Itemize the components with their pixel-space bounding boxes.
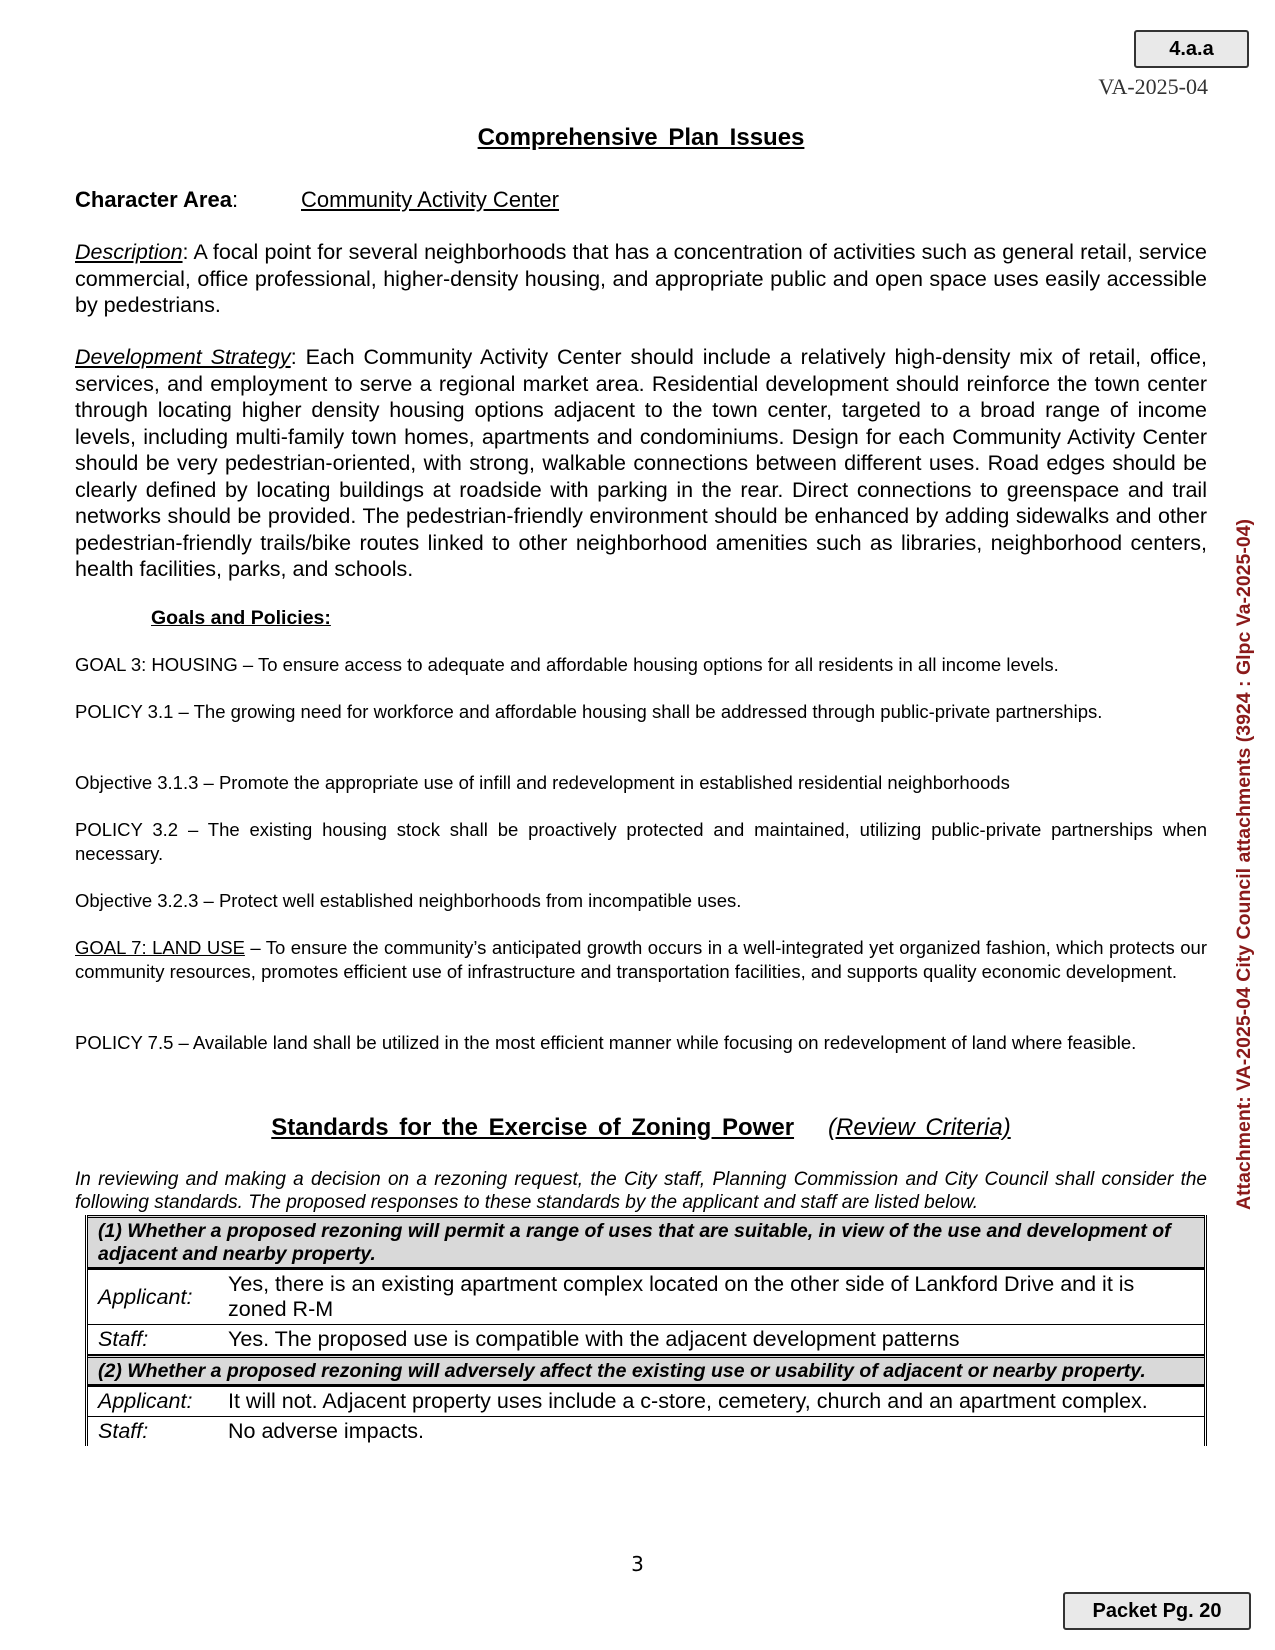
objective-3-2-3: Objective 3.2.3 – Protect well established neighborhoods from incompatible uses. — [75, 890, 742, 911]
development-strategy-paragraph — [75, 344, 1207, 583]
description-paragraph — [75, 239, 1207, 319]
applicant-label: Applicant: — [98, 1389, 193, 1413]
criterion-1-heading: (1) Whether a proposed rezoning will permit a range of uses that are suitable, in view of the use and development of adjacent and nearby property. — [88, 1215, 1204, 1270]
applicant-label: Applicant: — [98, 1284, 193, 1309]
development-strategy-label: Development Strategy — [75, 345, 291, 369]
standards-intro: In reviewing and making a decision on a rezoning request, the City staff, Planning Commission and City Council shall consider the following standards. The proposed responses to these standards by the applicant and staff are listed below. — [75, 1169, 1207, 1213]
criterion-1-staff-response: Yes. The proposed use is compatible with the adjacent development patterns — [228, 1327, 960, 1351]
policy-7-5: POLICY 7.5 – Available land shall be utilized in the most efficient manner while focusing on redevelopment of land where feasible. — [75, 1032, 1137, 1053]
document-number: VA-2025-04 — [1098, 74, 1208, 99]
development-strategy-text: : Each Community Activity Center should include a relatively high-density mix of retail, office, services, and employment to serve a regional market area. Residential development should reinforce the town center through locating higher density housing options adjacent to the town center, targeted to a broad range of income levels, including multi-family town homes, apartments and condominiums. Design for each Community Activity Center should be very pedestrian-oriented, with strong, walkable connections between different uses. Road edges should be clearly defined by locating buildings at roadside with parking in the rear. Direct connections to greenspace and trail networks should be provided. The pedestrian-friendly environment should be enhanced by adding sidewalks and other pedestrian-friendly trails/bike routes linked to other neighborhood amenities such as libraries, neighborhood centers, health facilities, parks, and schools. — [75, 345, 1207, 581]
packet-page-badge: Packet Pg. 20 — [1063, 1592, 1251, 1630]
criterion-2-staff-response: No adverse impacts. — [228, 1419, 424, 1443]
goal-7-text: – To ensure the community’s anticipated growth occurs in a well-integrated yet organized fashion, which protects our community resources, promotes efficient use of infrastructure and transportation facilities, and supports quality economic development. — [75, 937, 1207, 982]
criterion-2-heading: (2) Whether a proposed rezoning will adversely affect the existing use or usability of adjacent or nearby property. — [88, 1355, 1204, 1387]
staff-label: Staff: — [98, 1419, 149, 1443]
standards-title: Standards for the Exercise of Zoning Power — [271, 1114, 795, 1141]
description-label: Description — [75, 240, 183, 264]
staff-label: Staff: — [98, 1327, 149, 1351]
criterion-2-applicant-response: It will not. Adjacent property uses include a c-store, cemetery, church and an apartment complex. — [228, 1389, 1148, 1413]
criterion-2-staff-row — [88, 1417, 1204, 1446]
policy-3-2: POLICY 3.2 – The existing housing stock shall be proactively protected and maintained, utilizing public-private partnerships when necessary. — [75, 819, 1207, 864]
criterion-1-staff-row — [88, 1325, 1204, 1355]
character-area-value: Community Activity Center — [301, 187, 559, 212]
criterion-1-applicant-row — [88, 1270, 1204, 1325]
character-area-colon: : — [231, 187, 239, 212]
section-title-standards — [75, 1114, 1207, 1142]
goal-7-lead: GOAL 7: LAND USE — [75, 937, 245, 958]
criterion-1-applicant-response: Yes, there is an existing apartment complex located on the other side of Lankford Drive and it is zoned R-M — [228, 1272, 1135, 1321]
section-title-comprehensive-plan: Comprehensive Plan Issues — [477, 124, 805, 151]
criteria-table — [85, 1215, 1207, 1446]
page-number: 3 — [631, 1552, 644, 1576]
standards-subtitle: (Review Criteria) — [828, 1114, 1011, 1141]
criterion-2-applicant-row — [88, 1387, 1204, 1417]
attachment-side-label: Attachment: VA-2025-04 City Council attachments (3924 : Glpc Va-2025-04) — [1233, 518, 1255, 1210]
goal-3-housing: GOAL 3: HOUSING – To ensure access to adequate and affordable housing options for all residents in all income levels. — [75, 654, 1059, 675]
policy-3-1: POLICY 3.1 – The growing need for workforce and affordable housing shall be addressed through public-private partnerships. — [75, 701, 1103, 722]
character-area-label: Character Area — [75, 187, 232, 212]
description-text: : A focal point for several neighborhoods that has a concentration of activities such as general retail, service commercial, office professional, higher-density housing, and appropriate public and open space uses easily accessible by pedestrians. — [75, 240, 1207, 317]
agenda-item-badge: 4.a.a — [1134, 30, 1249, 68]
goal-7-land-use — [75, 936, 1207, 984]
objective-3-1-3: Objective 3.1.3 – Promote the appropriate use of infill and redevelopment in established residential neighborhoods — [75, 772, 1010, 793]
goals-policies-heading: Goals and Policies: — [151, 607, 331, 629]
character-area — [75, 187, 559, 213]
